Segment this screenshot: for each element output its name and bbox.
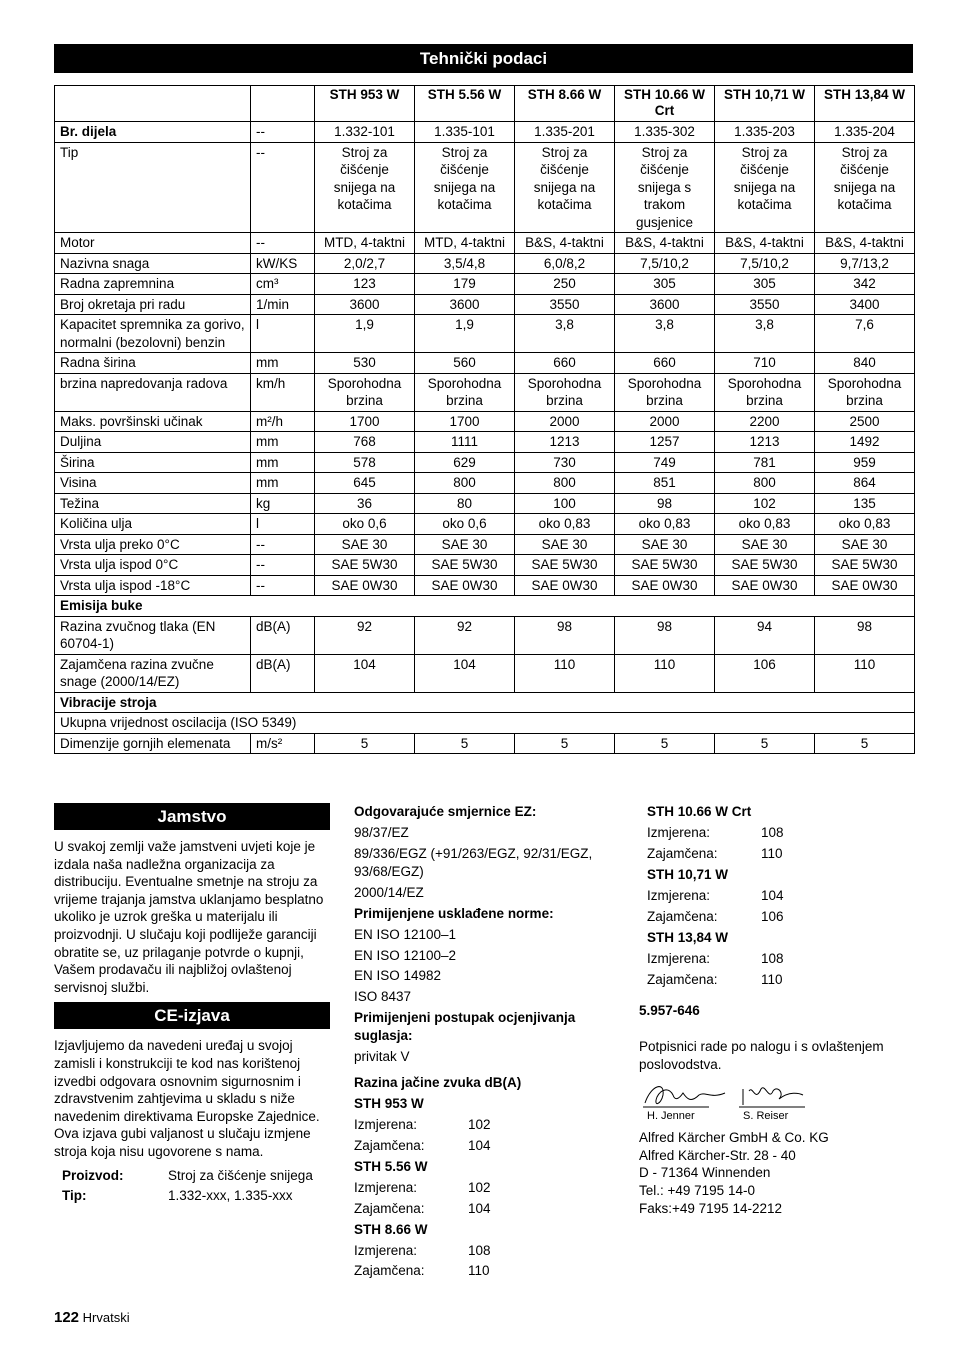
sound-model-name: STH 8.66 W [354, 1221, 428, 1237]
sound-value: 104 [761, 887, 784, 903]
table-row [55, 452, 915, 473]
table-cell: 3,8 [515, 315, 615, 353]
table-row [55, 514, 915, 535]
table-cell: 7,6 [815, 315, 915, 353]
table-cell: 1257 [615, 432, 715, 453]
table-row [55, 411, 915, 432]
sound-label: Zajamčena: [647, 908, 718, 924]
table-cell: 1.335-302 [615, 122, 715, 143]
page-footer [54, 1308, 130, 1328]
sound-value: 104 [468, 1137, 491, 1153]
table-cell: 3550 [515, 294, 615, 315]
table-cell: 5 [615, 733, 715, 754]
model-header: STH 5.56 W [415, 86, 515, 122]
type-value: 1.332-xxx, 1.335-xxx [168, 1188, 293, 1204]
address-line: Faks:+49 7195 14-2212 [639, 1200, 782, 1216]
procedure-value: privitak V [354, 1049, 410, 1065]
sound-value: 108 [468, 1242, 491, 1258]
table-cell: 730 [515, 452, 615, 473]
table-cell: 578 [315, 452, 415, 473]
table-cell: Stroj za čišćenje snijega na kotačima [715, 142, 815, 233]
table-cell: 1.335-101 [415, 122, 515, 143]
table-cell: 864 [815, 473, 915, 494]
row-label: Visina [55, 473, 251, 494]
row-label: Motor [55, 233, 251, 254]
sound-list-a [354, 1095, 624, 1280]
table-cell: 3600 [315, 294, 415, 315]
table-cell: 102 [715, 493, 815, 514]
sound-model-name: STH 953 W [354, 1095, 424, 1111]
row-unit: -- [251, 555, 315, 576]
sound-value: 106 [761, 908, 784, 924]
table-cell: oko 0,83 [815, 514, 915, 535]
address-line: Tel.: +49 7195 14-0 [639, 1183, 755, 1199]
row-label: Vrsta ulja ispod -18°C [55, 575, 251, 596]
sound-value: 102 [468, 1179, 491, 1195]
table-cell: oko 0,83 [715, 514, 815, 535]
table-row [55, 233, 915, 254]
table-cell: 98 [615, 616, 715, 654]
table-cell: 6,0/8,2 [515, 253, 615, 274]
table-cell: 3,8 [715, 315, 815, 353]
table-row [55, 294, 915, 315]
table-cell: SAE 30 [415, 534, 515, 555]
sound-list-b [639, 803, 914, 988]
table-cell: oko 0,83 [615, 514, 715, 535]
header-blank [55, 86, 251, 122]
table-cell: SAE 0W30 [415, 575, 515, 596]
sound-label: Zajamčena: [354, 1200, 425, 1216]
sound-label: Zajamčena: [354, 1263, 425, 1279]
sound-label: Zajamčena: [354, 1137, 425, 1153]
table-cell: SAE 0W30 [815, 575, 915, 596]
ce-text: Izjavljujemo da navedeni uređaj u svojoj zamisli i konstrukciji te kod nas korištenoj izvedbi odgovara osnovnim sigurnosnim i zdravstvenim zahtjevima u skladu s niže navedenim direktivama Europske Zajednice. Ova izjava gubi valjanost u slučaju izmjene stroja koja nisu ugovorene s nama. [54, 1038, 320, 1159]
table-row [55, 373, 915, 411]
model-header: STH 10.66 W Crt [615, 86, 715, 122]
table-cell: Stroj za čišćenje snijega na kotačima [415, 142, 515, 233]
table-cell: 98 [615, 493, 715, 514]
sound-value: 102 [468, 1116, 491, 1132]
sound-value: 110 [761, 845, 783, 861]
table-row [55, 274, 915, 295]
row-label: Maks. površinski učinak [55, 411, 251, 432]
row-label: Nazivna snaga [55, 253, 251, 274]
row-label: Kapacitet spremnika za gorivo, normalni (bezolovni) benzin [55, 315, 251, 353]
sound-measured-row [639, 887, 914, 905]
row-label: Tip [55, 142, 251, 233]
table-cell: 1213 [515, 432, 615, 453]
header-blank [251, 86, 315, 122]
table-cell: 80 [415, 493, 515, 514]
table-cell: Stroj za čišćenje snijega na kotačima [315, 142, 415, 233]
table-cell: 2000 [515, 411, 615, 432]
table-cell: SAE 0W30 [615, 575, 715, 596]
row-unit: l [251, 315, 315, 353]
row-label: Radna zapremnina [55, 274, 251, 295]
table-cell: 2200 [715, 411, 815, 432]
row-unit: cm³ [251, 274, 315, 295]
table-row [55, 473, 915, 494]
table-cell: 1,9 [315, 315, 415, 353]
table-cell: Sporohodna brzina [615, 373, 715, 411]
table-cell: 1,9 [415, 315, 515, 353]
table-cell: 530 [315, 353, 415, 374]
sound-measured-row [354, 1242, 624, 1260]
table-cell: SAE 0W30 [515, 575, 615, 596]
table-cell: 7,5/10,2 [615, 253, 715, 274]
row-label: Razina zvučnog tlaka (EN 60704-1) [55, 616, 251, 654]
norm-item: EN ISO 12100–1 [354, 926, 457, 942]
table-cell: 100 [515, 493, 615, 514]
table-cell: 1492 [815, 432, 915, 453]
row-unit: -- [251, 122, 315, 143]
table-row [55, 616, 915, 654]
table-row [55, 534, 915, 555]
table-cell: 3,5/4,8 [415, 253, 515, 274]
table-row [55, 432, 915, 453]
sound-label: Izmjerena: [354, 1242, 418, 1258]
table-cell: 123 [315, 274, 415, 295]
table-cell: 851 [615, 473, 715, 494]
table-row [55, 733, 915, 754]
row-unit: km/h [251, 373, 315, 411]
table-row [55, 353, 915, 374]
table-cell: 106 [715, 654, 815, 692]
table-cell: SAE 30 [515, 534, 615, 555]
sound-measured-row [639, 824, 914, 842]
product-value: Stroj za čišćenje snijega [168, 1167, 313, 1183]
table-cell: SAE 5W30 [815, 555, 915, 576]
table-cell: 768 [315, 432, 415, 453]
table-cell: 3550 [715, 294, 815, 315]
sound-model-name: STH 10.66 W Crt [647, 804, 752, 819]
row-unit: -- [251, 575, 315, 596]
row-unit: -- [251, 142, 315, 233]
page-number: 122 [54, 1309, 80, 1326]
table-cell: 36 [315, 493, 415, 514]
sound-label: Zajamčena: [647, 845, 718, 861]
ce-heading: CE-izjava [54, 1002, 330, 1029]
table-cell: 1.335-203 [715, 122, 815, 143]
footer-language: Hrvatski [82, 1310, 130, 1325]
table-cell: oko 0,6 [315, 514, 415, 535]
table-cell: 9,7/13,2 [815, 253, 915, 274]
row-unit: mm [251, 353, 315, 374]
sound-label: Izmjerena: [354, 1179, 418, 1195]
doc-number: 5.957-646 [639, 1003, 700, 1019]
table-cell: 2500 [815, 411, 915, 432]
sound-label: Zajamčena: [647, 971, 718, 987]
table-cell: SAE 5W30 [515, 555, 615, 576]
row-unit: m²/h [251, 411, 315, 432]
model-header: STH 10,71 W [715, 86, 815, 122]
table-cell: B&S, 4-taktni [715, 233, 815, 254]
sound-value: 104 [468, 1200, 491, 1216]
table-cell: B&S, 4-taktni [515, 233, 615, 254]
table-row [55, 122, 915, 143]
table-cell: 800 [715, 473, 815, 494]
table-cell: 800 [515, 473, 615, 494]
table-cell: Stroj za čišćenje snijega s trakom gusjenice [615, 142, 715, 233]
section-header: Vibracije stroja [55, 692, 915, 713]
directives-column [354, 803, 624, 1283]
table-cell: 92 [315, 616, 415, 654]
sound-label: Izmjerena: [647, 887, 711, 903]
type-label: Tip: [62, 1188, 87, 1204]
sound-measured-row [354, 1116, 624, 1134]
table-cell: 840 [815, 353, 915, 374]
row-unit: dB(A) [251, 616, 315, 654]
table-cell: 3,8 [615, 315, 715, 353]
signer-name: S. Reiser [743, 1110, 789, 1123]
sound-measured-row [354, 1179, 624, 1197]
norm-item: ISO 8437 [354, 989, 412, 1005]
table-cell: 179 [415, 274, 515, 295]
table-cell: Ukupna vrijednost oscilacija (ISO 5349) [55, 713, 915, 734]
row-unit: mm [251, 452, 315, 473]
table-cell: 1111 [415, 432, 515, 453]
sound-guaranteed-row [354, 1262, 624, 1280]
table-cell: 5 [315, 733, 415, 754]
tech-specs-table [54, 85, 915, 754]
table-cell: SAE 0W30 [315, 575, 415, 596]
table-cell: 781 [715, 452, 815, 473]
table-cell: 749 [615, 452, 715, 473]
signer-name: H. Jenner [647, 1110, 695, 1123]
norm-item: EN ISO 14982 [354, 968, 442, 984]
table-row [55, 654, 915, 692]
table-cell: SAE 30 [815, 534, 915, 555]
signature-block [639, 1081, 914, 1129]
section-header: Emisija buke [55, 596, 915, 617]
table-cell: 2,0/2,7 [315, 253, 415, 274]
sound-guaranteed-row [354, 1137, 624, 1155]
table-row [55, 692, 915, 713]
sound-label: Izmjerena: [647, 824, 711, 840]
sound-value: 110 [468, 1263, 490, 1279]
table-row [55, 713, 915, 734]
table-cell: 1.335-204 [815, 122, 915, 143]
table-cell: 959 [815, 452, 915, 473]
table-body [55, 122, 915, 754]
table-header-row [55, 86, 915, 122]
table-cell: 1.335-201 [515, 122, 615, 143]
signature-image [639, 1081, 809, 1111]
table-cell: 305 [615, 274, 715, 295]
sound-model-name: STH 10,71 W [647, 866, 729, 882]
sound-model-name: STH 13,84 W [647, 929, 729, 945]
signatories-text: Potpisnici rade po nalogu i s ovlaštenjem poslovodstva. [639, 1039, 884, 1072]
table-cell: SAE 5W30 [315, 555, 415, 576]
row-label: Duljina [55, 432, 251, 453]
table-cell: 1213 [715, 432, 815, 453]
table-cell: 5 [815, 733, 915, 754]
table-cell: 110 [615, 654, 715, 692]
table-cell: MTD, 4-taktni [415, 233, 515, 254]
table-cell: 645 [315, 473, 415, 494]
norm-item: EN ISO 12100–2 [354, 947, 457, 963]
row-label: Težina [55, 493, 251, 514]
signatures-column [639, 803, 914, 1217]
table-row [55, 575, 915, 596]
table-row [55, 596, 915, 617]
page-title: Tehnički podaci [54, 44, 913, 73]
row-unit: 1/min [251, 294, 315, 315]
table-cell: 5 [715, 733, 815, 754]
directive-item: 89/336/EGZ (+91/263/EGZ, 92/31/EGZ, 93/68/EGZ) [354, 845, 593, 879]
sound-label: Izmjerena: [647, 950, 711, 966]
table-cell: 1700 [315, 411, 415, 432]
sound-value: 110 [761, 971, 783, 987]
table-cell: 92 [415, 616, 515, 654]
sound-guaranteed-row [639, 971, 914, 989]
table-cell: SAE 30 [715, 534, 815, 555]
row-label: brzina napredovanja radova [55, 373, 251, 411]
table-cell: 1700 [415, 411, 515, 432]
row-label: Dimenzije gornjih elemenata [55, 733, 251, 754]
table-cell: Sporohodna brzina [815, 373, 915, 411]
warranty-text: U svakoj zemlji važe jamstveni uvjeti koje je izdala naša nadležna organizacija za distribuciju. Eventualne smetnje na stroju za vrijeme trajanja jamstva uklanjamo besplatno ukoliko je uzrok greška u materijalu ili proizvodnji. U slučaju koji podliježe garanciji obratite se, uz prilaganje potvrde o kupnji, Vašem prodavaču ili najbližoj ovlaštenoj servisnoj službi. [54, 839, 324, 995]
table-cell: MTD, 4-taktni [315, 233, 415, 254]
row-unit: l [251, 514, 315, 535]
row-unit: -- [251, 534, 315, 555]
table-cell: SAE 5W30 [715, 555, 815, 576]
table-cell: 560 [415, 353, 515, 374]
table-cell: SAE 5W30 [615, 555, 715, 576]
sound-value: 108 [761, 950, 784, 966]
table-row [55, 253, 915, 274]
table-cell: Stroj za čišćenje snijega na kotačima [515, 142, 615, 233]
table-cell: 98 [515, 616, 615, 654]
table-cell: SAE 30 [615, 534, 715, 555]
table-cell: Sporohodna brzina [715, 373, 815, 411]
table-cell: 250 [515, 274, 615, 295]
row-label: Br. dijela [55, 122, 251, 143]
table-row [55, 555, 915, 576]
table-cell: 110 [515, 654, 615, 692]
procedure-heading: Primijenjeni postupak ocjenjivanja suglasja: [354, 1010, 576, 1044]
row-unit: m/s² [251, 733, 315, 754]
model-header: STH 13,84 W [815, 86, 915, 122]
table-cell: 135 [815, 493, 915, 514]
table-cell: SAE 30 [315, 534, 415, 555]
table-row [55, 142, 915, 233]
directive-item: 2000/14/EZ [354, 884, 424, 900]
table-cell: 660 [515, 353, 615, 374]
table-cell: 104 [415, 654, 515, 692]
table-cell: Sporohodna brzina [415, 373, 515, 411]
row-label: Količina ulja [55, 514, 251, 535]
row-label: Radna širina [55, 353, 251, 374]
table-cell: Sporohodna brzina [315, 373, 415, 411]
sound-label: Izmjerena: [354, 1116, 418, 1132]
table-cell: B&S, 4-taktni [815, 233, 915, 254]
sound-guaranteed-row [639, 845, 914, 863]
sound-guaranteed-row [354, 1200, 624, 1218]
directive-item: 98/37/EZ [354, 824, 409, 840]
table-row [55, 493, 915, 514]
table-cell: SAE 0W30 [715, 575, 815, 596]
row-label: Vrsta ulja preko 0°C [55, 534, 251, 555]
table-cell: 94 [715, 616, 815, 654]
table-cell: 3600 [615, 294, 715, 315]
sound-measured-row [639, 950, 914, 968]
table-row [55, 315, 915, 353]
table-cell: SAE 5W30 [415, 555, 515, 576]
warranty-heading: Jamstvo [54, 803, 330, 830]
table-cell: 5 [515, 733, 615, 754]
table-cell: oko 0,6 [415, 514, 515, 535]
table-cell: 710 [715, 353, 815, 374]
product-label: Proizvod: [62, 1167, 124, 1183]
model-header: STH 953 W [315, 86, 415, 122]
address-line: Alfred Kärcher-Str. 28 - 40 [639, 1147, 796, 1163]
row-unit: kW/KS [251, 253, 315, 274]
directives-heading: Odgovarajuće smjernice EZ: [354, 804, 537, 819]
table-cell: 629 [415, 452, 515, 473]
table-cell: Stroj za čišćenje snijega na kotačima [815, 142, 915, 233]
table-cell: 3400 [815, 294, 915, 315]
table-cell: 342 [815, 274, 915, 295]
table-cell: 2000 [615, 411, 715, 432]
row-label: Broj okretaja pri radu [55, 294, 251, 315]
model-header: STH 8.66 W [515, 86, 615, 122]
warranty-ce-column [54, 803, 330, 1205]
product-row [54, 1167, 330, 1185]
row-unit: -- [251, 233, 315, 254]
table-cell: Sporohodna brzina [515, 373, 615, 411]
table-cell: 98 [815, 616, 915, 654]
sound-model-name: STH 5.56 W [354, 1158, 428, 1174]
table-cell: 800 [415, 473, 515, 494]
row-unit: mm [251, 473, 315, 494]
table-cell: 660 [615, 353, 715, 374]
sound-heading: Razina jačine zvuka dB(A) [354, 1074, 522, 1090]
address-line: Alfred Kärcher GmbH & Co. KG [639, 1130, 829, 1146]
row-unit: mm [251, 432, 315, 453]
sound-guaranteed-row [639, 908, 914, 926]
table-cell: 7,5/10,2 [715, 253, 815, 274]
table-cell: 104 [315, 654, 415, 692]
sound-value: 108 [761, 824, 784, 840]
row-unit: kg [251, 493, 315, 514]
table-cell: oko 0,83 [515, 514, 615, 535]
row-label: Širina [55, 452, 251, 473]
table-cell: 305 [715, 274, 815, 295]
type-row [54, 1187, 330, 1205]
table-cell: 1.332-101 [315, 122, 415, 143]
table-cell: 110 [815, 654, 915, 692]
row-unit: dB(A) [251, 654, 315, 692]
table-cell: 3600 [415, 294, 515, 315]
table-cell: B&S, 4-taktni [615, 233, 715, 254]
table-cell: 5 [415, 733, 515, 754]
row-label: Zajamčena razina zvučne snage (2000/14/EZ) [55, 654, 251, 692]
address-line: D - 71364 Winnenden [639, 1165, 771, 1181]
row-label: Vrsta ulja ispod 0°C [55, 555, 251, 576]
norms-heading: Primijenjene usklađene norme: [354, 905, 554, 921]
